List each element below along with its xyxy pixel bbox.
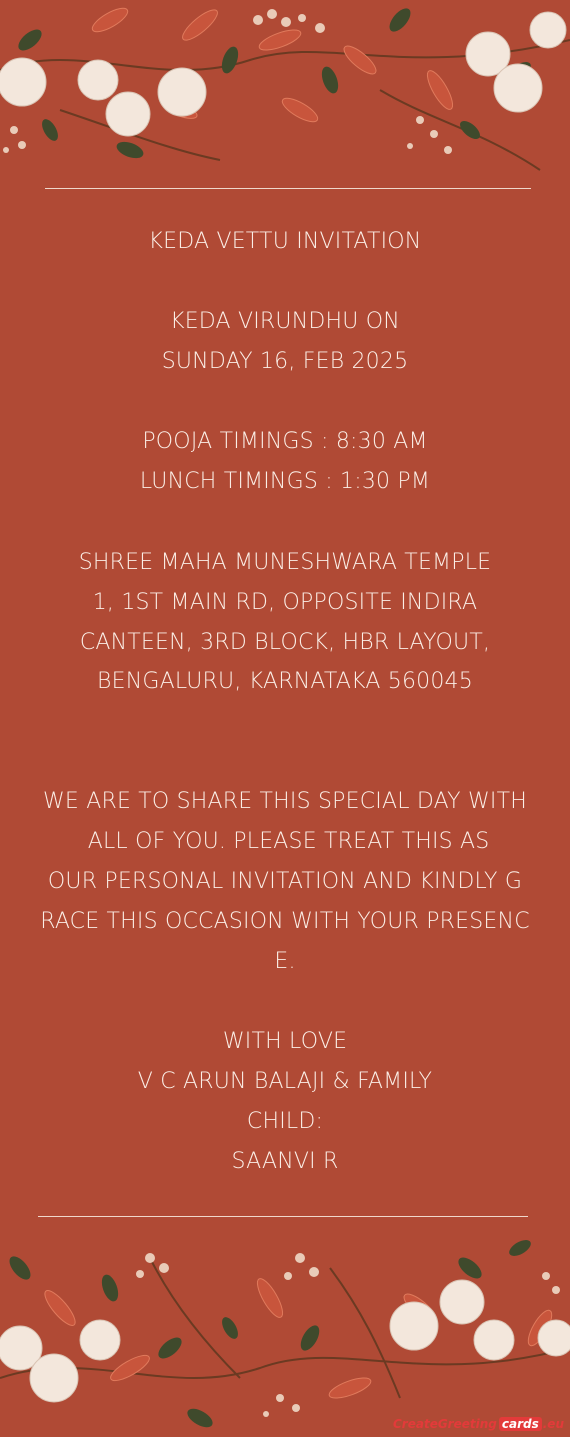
pale-petals xyxy=(0,12,566,136)
message-line: ALL OF YOU. PLEASE TREAT THIS AS xyxy=(80,829,490,854)
watermark-text: CreateGreeting xyxy=(393,1417,497,1431)
venue-name: SHREE MAHA MUNESHWARA TEMPLE xyxy=(78,550,492,575)
message-line: OUR PERSONAL INVITATION AND KINDLY G xyxy=(47,869,523,894)
message-line: E. xyxy=(274,949,296,974)
message-line: WE ARE TO SHARE THIS SPECIAL DAY WITH xyxy=(42,789,528,814)
lunch-timing: LUNCH TIMINGS : 1:30 PM xyxy=(139,469,431,494)
pale-petals xyxy=(0,1280,570,1402)
child-label: CHILD: xyxy=(246,1109,324,1134)
event-heading: KEDA VIRUNDHU ON xyxy=(170,309,400,334)
bottom-divider xyxy=(38,1216,528,1217)
event-date: SUNDAY 16, FEB 2025 xyxy=(161,349,409,374)
signoff-closing: WITH LOVE xyxy=(222,1029,348,1054)
berries xyxy=(3,9,452,154)
top-divider xyxy=(45,188,531,189)
createGreetingcards-logo xyxy=(393,1417,564,1431)
bottom-floral-garland xyxy=(0,1228,570,1437)
venue-address-line: BENGALURU, KARNATAKA 560045 xyxy=(97,669,473,694)
watermark-text: .eu xyxy=(542,1417,564,1431)
pooja-timing: POOJA TIMINGS : 8:30 AM xyxy=(142,429,428,454)
watermark-text: cards xyxy=(499,1417,542,1431)
invitation-title: KEDA VETTU INVITATION xyxy=(148,229,422,254)
signoff-family: V C ARUN BALAJI & FAMILY xyxy=(137,1069,433,1094)
child-name: SAANVI R xyxy=(231,1149,339,1174)
venue-address-line: 1, 1ST MAIN RD, OPPOSITE INDIRA xyxy=(92,590,478,615)
message-line: RACE THIS OCCASION WITH YOUR PRESENC xyxy=(40,909,530,934)
top-floral-garland xyxy=(0,0,570,185)
venue-address-line: CANTEEN, 3RD BLOCK, HBR LAYOUT, xyxy=(79,630,491,655)
